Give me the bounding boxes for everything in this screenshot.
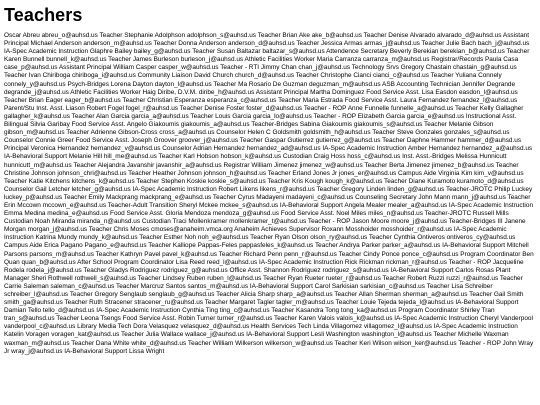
staff-directory-text: Oscar Abreu abreu_o@auhsd.us Teacher Stephanie Adolphson adolphson_s@auhsd.us Teacher Brian Ake ake_b@auhsd.us Teacher Denise Alvarado alvarado_d@auhsd.us Assistant Principal Michael Anderson anderson_m@auhsd.us Teacher Donna Anderson anderson_d@auhsd.us Teacher Jessica Armas armas_j@auhsd.us Teacher Julie Bach bach_j@auhsd.us IA-Spec Academic Instruction Glaphre Bailey bailey_g@auhsd.us Teacher Susan Baltazar baltazar_s@auhsd.us Attendence Secretary Beverly Berekian berekian_b@auhsd.us Teacher Karen Bunnell bunnell_k@auhsd.us Teacher James Burleson burleson_j@auhsd.us Athletic Facilities Worker Maria Carranza carranza_m@auhsd.us Registrar/Records Paula Casa case_p@auhsd.us Assistant Principal William Casper casper_w@auhsd.us Teacher - RTI Jimmy Chan chan_j@auhsd.us Technology Srvs Gregory Chastain chastain_g@auhsd.us Teacher Ivan Chiriboga chiriboga_i@auhsd.us Community Liaison David Church church_d@auhsd.us Teacher Christophe Cianci cianci_c@auhsd.us Teacher Yuliana Connely connely_y@auhsd.us Psych-Bridges Lorena Dayton dayton_l@auhsd.us Teacher Ma Rosario De Guzman deguzman_m@auhsd.us ASB Accounting Technician Jennifer Degrande degrande_j@auhsd.us Athletic Facilities Worker Haig Diribe, D.V.M. diribe_h@auhsd.us Assistant Principal Martha Dominguez Food Service Asst. Lisa Easdon easdon_l@auhsd.us Teacher Brian Eager eager_b@auhsd.us Teacher Christian Esperanza esperanza_c@auhsd.us Teacher Maria Estrada Food Service Asst. Laura Fernandez fernandez_l@auhsd.us Parent/Stu Inst. Asst. Liason Robert Fogel fogel_r@auhsd.us Teacher Denise Foster foster_d@auhsd.us Teacher - ROP Anne Funnelle funnelle_a@auhsd.us Teacher Kelly Gallagher gallagher_k@auhsd.us Teacher Alan Garcia garcia_a@auhsd.us Teacher Louis Garcia garcia_lo@auhsd.us Teacher - ROP Elizabeth Garcia garcia_e@auhsd.us Instructional Asst. Bilingual Silvia Garibay Food Service Asst. Angelo Giakoumis giakoumis_a@auhsd.us Teacher-Bridges Sabina Giakoumis giakoumis_s@auhsd.us Teacher Melanie Gibson gibson_m@auhsd.us Teacher Adrienne Gibson-Cross cross_a@auhsd.us Counselor Helen C Goldsmith goldsmith_h@auhsd.us Teacher Steve Gonzales gonzales_s@auhsd.us Counselor Connie Greer Food Service Asst. Joseph Groover groover_j@auhsd.us Teacher Gaspar Gutierrez gutierrez_g@auhsd.us Teacher Daphne Hammer hammer_d@auhsd.us Principal Veronica Hernandez hernandez_v@auhsd.us Counselor Adrian Hernandez hernandez_ad@auhsd.us IA-Spec Academic Instruction Amber Hernandez hernandez_a@auhsd.us IA-Behavioral Support Melanie Hill hill_me@auhsd.us Teacher Karl Hobson hobson_k@auhsd.us Custodian Craig Hoss hoss_c@auhsd.us Inst. Asst.-Bridges Melissa Hunnicutt hunnicutt_m@auhsd.us Teacher Alejandra Javanshir javanshir_a@auhsd.us Registrar William Jimenez jimenez_w@auhsd.us Teacher Berta Jimenez jimenez_b@auhsd.us Teacher Christine Johnson johnson_chri@auhsd.us Teacher Heather Johnson johnson_h@auhsd.us Teacher Erland Jones Jr jones_er@auhsd.us Campus Aide Virginia Kim kim_v@auhsd.us Teacher Katie Kitchens kitchens_k@auhsd.us Teacher Stephen Koskie koskie_s@auhsd.us Teacher Kris Kough kough_k@auhsd.us Teacher Diane Kuramoto kuramoto_d@auhsd.us Counselor Gail Letcher letcher_g@auhsd.us IA-Spec Academic Instruction Robert Likens likens_r@auhsd.us Teacher Gregory Linden linden_g@auhsd.us Teacher-JROTC Philip Luckey luckey_p@auhsd.us Teacher Emily Mackprang mackprang_e@auhsd.us Teacher Cyrus Madayeni madayeni_c@auhsd.us Counseling Secretary John Mann mann_j@auhsd.us Teacher Erin Mccown mccown_e@auhsd.us Teacher-Adult Transition Sheryl Mckee mckee_s@auhsd.us IA-Behavioral Support Angela Mealer mealer_a@auhsd.us IA-Spec Academic Instruction Emma Medina medina_e@auhsd.us Food Service Asst. Gloria Mendoza mendoza_g@auhsd.us Food Service Asst. Noel Miles miles_n@auhsd.us Teacher-JROTC Russell Mills Custodian Noah Miranda miranda_n@auhsd.us Custodian Traci Mollenkramer mollenkramer_t@auhsd.us Teacher - ROP Jason Moore moore_j@auhsd.us Teacher-Bridges III Janene Morgan morgan_j@auhsd.us Teacher Chris Moses cmoses@anaheim.vmca.org Anaheim Achieves Supervisor Roxann Mosshoider mosshoider_r@auhsd.us IA-Spec Academic Instruction Katrina Mundy mundy_k@auhsd.us Teacher Esther Noh noh_e@auhsd.us Teacher Ryan Olson olson_ry@auhsd.us Teacher Cynthia Ontiveros ontiveros_cy@auhsd.us Campus Aide Erica Pagano Pagano_e@auhsd.us Teacher Kalliope Pappas-Feles pappasfeles_k@auhsd.us Teacher Andrya Parker parker_a@auhsd.us IA-Behavioral Support Mitchell Parsons parsons_m@auhsd.us Teacher Kathryn Pavel pavel_k@auhsd.us Teacher Richard Penn penn_r@auhsd.us Teacher Cindy Ponce ponce_c@auhsd.us Program Coordinator Ben Quan quan_b@auhsd.us After School Program Coordinator Lisa Reed reed_l@auhsd.us IA-Spec Academic Instruction Rick Rickman rickman_r@auhsd.us Teacher - ROP Jacqueline Rodela rodela_j@auhsd.us Teacher Gladys Rodriguez rodriguez_g@auhsd.us Office Asst. Shannon Rodriguez rodriguez_s@auhsd.us IA-Behavioral Support Carlos Rosas Plant Manager Sheri Rothwell rothwell_s@auhsd.us Teacher Lindsey Ruben ruben_l@auhsd.us Teacher Ryan Rueter rueter_r@auhsd.us Teacher Robert Ruzzi ruzzi_r@auhsd.us Teacher Carrie Saleman saleman_c@auhsd.us Teacher Marcruz Santos santos_m@auhsd.us IA-Behavioral Support Carol Sarkisian sarkisian_c@auhsd.us Teacher Lisa Schreiber schreiber_l@auhsd.us Teacher Gregory Senglaub senglaub_g@auhsd.us Teacher Alicia Sharp sharp_a@auhsd.us Teacher Allan Sherman sherman_a@auhsd.us Teacher Gail Smith smith_ga@auhsd.us Teacher Ruth Stracener stracener_ru@auhsd.us Teacher Margaret Tagler tagler_m@auhsd.us Teacher Louie Tejeda tejeda_l@auhsd.us IA-Behavioral Support Damian Tello tello_d@auhsd.us IA-Spec Academic Instruction Cynthia Ting ting_c@auhsd.us Teacher Kasandra Tong tong_ka@auhsd.us Program Coordinator Shirley Tran tran_s@auhsd.us Teacher Leona Tsengs Food Service Asst. Robin Turner turner_r@auhsd.us Teacher Karen Valois valois_k@auhsd.us IA-Spec Academic Instruction Cheryl Vanderpool vanderpool_c@auhsd.us Library Media Tech Dora Velasquez velasquez_d@auhsd.us Health Services Tech Linda Villagomez villagomez_l@auhsd.us IA-Spec Academic Instruction Katelin Voragen voragen_kat@auhsd.us Teacher Julia Wallace wallace_j@auhsd.us IA-Behavioral Support Lesli Washington washington_l@auhsd.us Teacher Michelle Waxman waxman_m@auhsd.us Teacher Dana White white_d@auhsd.us Teacher William Wilkerson wilkerson_w@auhsd.us Teacher Keri Wilson wilson_ker@auhsd.us Teacher - ROP John Wray Jr wray_j@auhsd.us IA-Behavioral Support Lissa Wright <box>4 32 534 355</box>
page-title: Teachers <box>4 5 83 25</box>
